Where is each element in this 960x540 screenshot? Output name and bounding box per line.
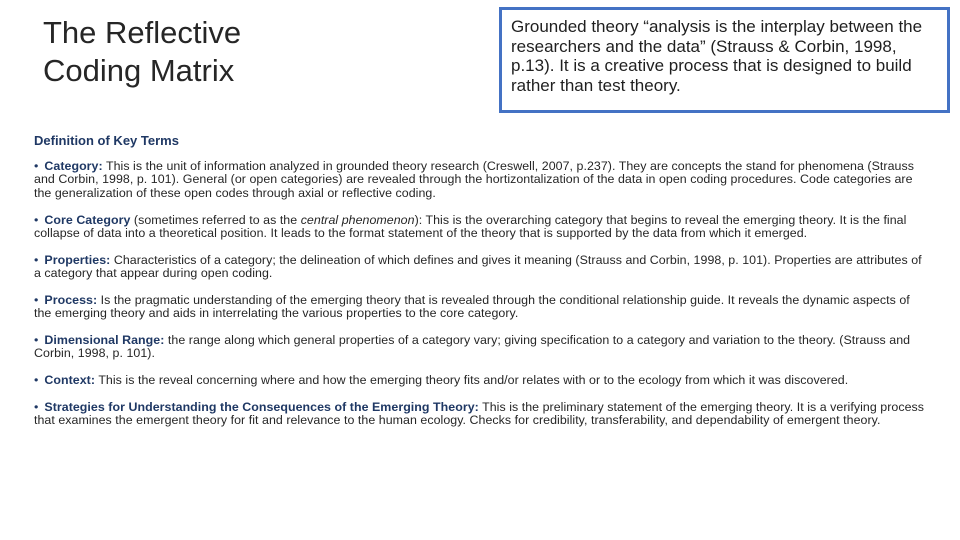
term-name: Properties: xyxy=(44,252,111,267)
quote-text: Grounded theory “analysis is the interplay between the researchers and the data” (Strauss & Corbin, 1998, p.13). It is a creative process that is designed to build rather than test theory. xyxy=(511,17,923,95)
definitions-heading: Definition of Key Terms xyxy=(34,133,179,148)
bullet-icon: • xyxy=(34,212,39,227)
term-text: the range along which general properties of a category vary; giving specification to a category and variation to the theory. (Strauss and Corbin, 1998, p. 101). xyxy=(34,332,911,361)
term-text: This is the preliminary statement of the emerging theory. It is a verifying process that examines the emergent theory for fit and relevance to the human ecology. Checks for credibility, transferability, and dependability of emergent theory. xyxy=(34,399,925,428)
term-text: Characteristics of a category; the delineation of which defines and gives it meaning (Strauss and Corbin, 1998, p. 101). Properties are attributes of a category that appear during open coding. xyxy=(34,252,922,281)
bullet-icon: • xyxy=(34,332,39,347)
bullet-icon: • xyxy=(34,292,39,307)
term-name: Category: xyxy=(44,159,103,173)
term-emphasis: central phenomenon xyxy=(300,212,415,227)
term-core-category xyxy=(34,214,924,241)
page-title xyxy=(43,14,303,90)
quote-box xyxy=(499,7,950,113)
bullet-icon: • xyxy=(34,159,39,173)
bullet-icon: • xyxy=(34,252,39,267)
term-name: Strategies for Understanding the Consequences of the Emerging Theory: xyxy=(44,399,479,414)
term-properties xyxy=(34,254,924,281)
term-name: Context: xyxy=(44,372,96,387)
term-name: Core Category xyxy=(44,212,131,227)
term-context xyxy=(34,374,924,387)
term-text: Is the pragmatic understanding of the emerging theory that is revealed through the conditional relationship guide. It reveals the dynamic aspects of the emerging theory and aids in interrelating the various properties to the core category. xyxy=(34,292,910,321)
term-name: Process: xyxy=(44,292,98,307)
term-process xyxy=(34,294,924,321)
term-list xyxy=(34,160,924,441)
bullet-icon: • xyxy=(34,399,39,414)
term-strategies xyxy=(34,401,924,428)
bullet-icon: • xyxy=(34,372,39,387)
term-name: Dimensional Range: xyxy=(44,332,165,347)
term-text-after: ): This is the overarching category that begins to reveal the emerging theory. It is the final collapse of data into a theoretical position. It leads to the format statement of the theory that is supported by the data from which it emerged. xyxy=(34,212,907,240)
term-category xyxy=(34,160,924,200)
term-text: (sometimes referred to as the xyxy=(130,212,301,227)
term-text: This is the unit of information analyzed in grounded theory research (Creswell, 2007, p.237). They are concepts the stand for phenomena (Strauss and Corbin, 1998, p. 101). General (or open categories) are revealed through the hortizontalization of the data in open coding procedures. Code categories are the generalization of these open codes through axial or reflective coding. xyxy=(34,159,914,200)
term-dimensional-range xyxy=(34,334,924,361)
title-line-2: Coding Matrix xyxy=(43,53,235,88)
title-line-1: The Reflective xyxy=(43,15,242,50)
term-text: This is the reveal concerning where and how the emerging theory fits and/or relates with or to the ecology from which it was discovered. xyxy=(95,372,849,387)
